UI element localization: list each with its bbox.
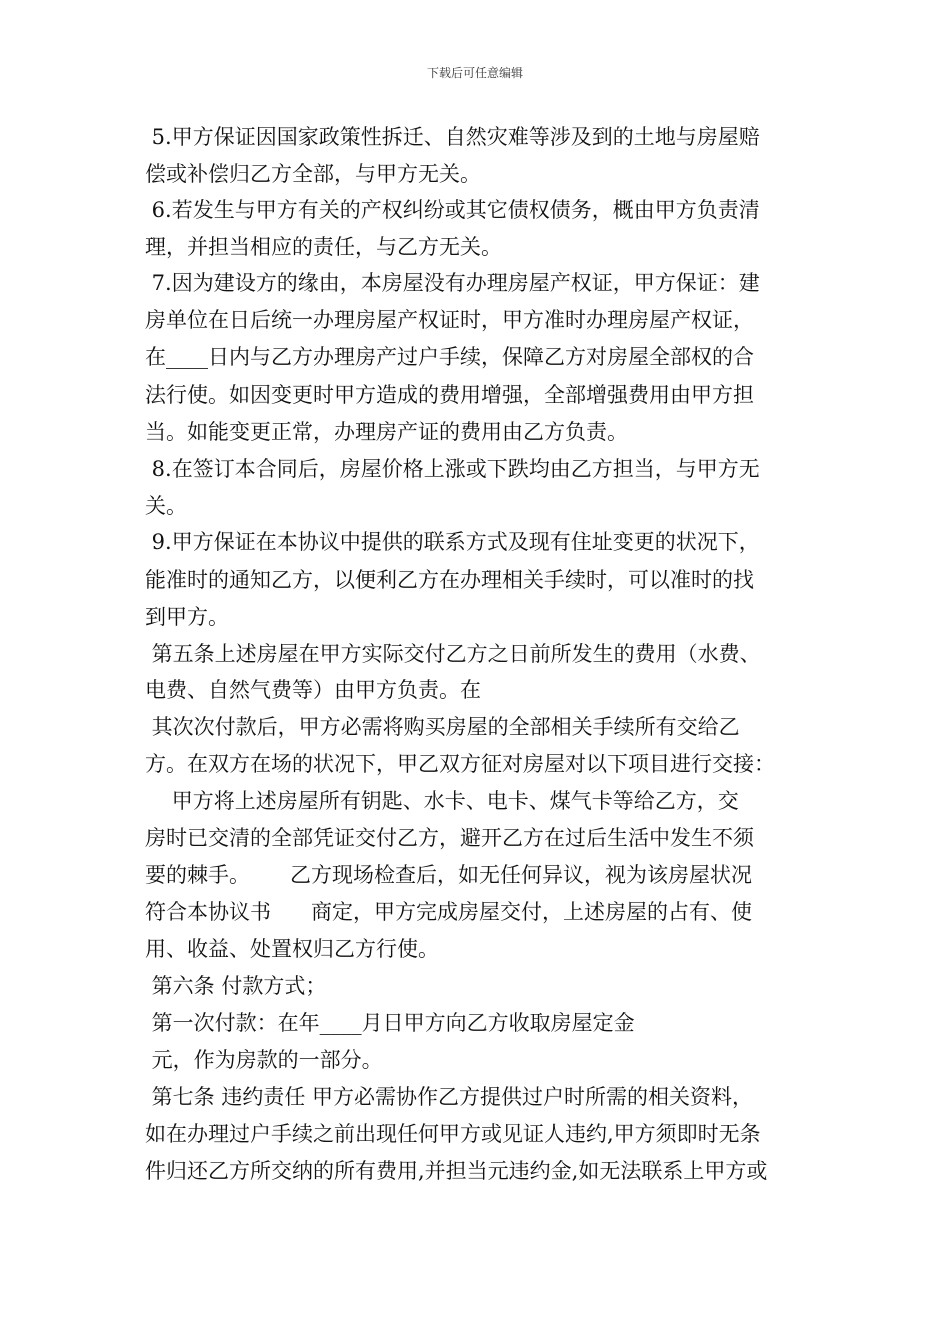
text-line: 5.甲方保证因国家政策性拆迁、自然灾难等涉及到的土地与房屋赔 bbox=[145, 125, 760, 149]
text-line: 在____日内与乙方办理房产过户手续，保障乙方对房屋全部权的合 bbox=[145, 345, 754, 369]
text-line: 能准时的通知乙方，以便利乙方在办理相关手续时，可以准时的找 bbox=[145, 568, 754, 592]
text-line: 第六条 付款方式； bbox=[145, 974, 327, 998]
text-line: 甲方将上述房屋所有钥匙、水卡、电卡、煤气卡等给乙方，交 bbox=[145, 789, 739, 813]
text-line: 7.因为建设方的缘由，本房屋没有办理房屋产权证，甲方保证：建 bbox=[145, 271, 760, 295]
text-line: 要的棘手。 乙方现场检查后，如无任何异议，视为该房屋状况 bbox=[145, 863, 753, 887]
text-line: 第一次付款：在年____月日甲方向乙方收取房屋定金 bbox=[145, 1011, 635, 1035]
text-line: 当。如能变更正常，办理房产证的费用由乙方负责。 bbox=[145, 420, 628, 444]
text-line: 到甲方。 bbox=[145, 605, 229, 629]
text-line: 9.甲方保证在本协议中提供的联系方式及现有住址变更的状况下， bbox=[145, 530, 760, 554]
text-line: 法行使。如因变更时甲方造成的费用增强，全部增强费用由甲方担 bbox=[145, 383, 754, 407]
text-line: 电费、自然气费等）由甲方负责。在 bbox=[145, 678, 481, 702]
text-line: 件归还乙方所交纳的所有费用,并担当元违约金,如无法联系上甲方或 bbox=[145, 1159, 768, 1183]
text-line: 第七条 违约责任 甲方必需协作乙方提供过户时所需的相关资料， bbox=[145, 1085, 754, 1109]
text-line: 元，作为房款的一部分。 bbox=[145, 1048, 383, 1072]
page-header: 下载后可任意编辑 bbox=[426, 66, 523, 80]
text-line: 8.在签订本合同后，房屋价格上涨或下跌均由乙方担当，与甲方无 bbox=[145, 457, 760, 481]
text-line: 理，并担当相应的责任，与乙方无关。 bbox=[145, 235, 502, 259]
text-line: 如在办理过户手续之前出现任何甲方或见证人违约,甲方须即时无条 bbox=[145, 1122, 761, 1146]
text-line: 其次次付款后，甲方必需将购买房屋的全部相关手续所有交给乙 bbox=[145, 715, 740, 739]
text-line: 符合本协议书 商定，甲方完成房屋交付，上述房屋的占有、使 bbox=[145, 900, 753, 924]
text-line: 6.若发生与甲方有关的产权纠纷或其它债权债务，概由甲方负责清 bbox=[145, 198, 760, 222]
text-line: 偿或补偿归乙方全部，与甲方无关。 bbox=[145, 162, 481, 186]
text-line: 第五条上述房屋在甲方实际交付乙方之日前所发生的费用（水费、 bbox=[145, 642, 761, 666]
text-line: 用、收益、处置权归乙方行使。 bbox=[145, 937, 439, 961]
text-line: 关。 bbox=[145, 494, 187, 518]
text-line: 房单位在日后统一办理房屋产权证时，甲方准时办理房屋产权证， bbox=[145, 308, 754, 332]
text-line: 方。在双方在场的状况下，甲乙双方征对房屋对以下项目进行交接： bbox=[145, 752, 775, 776]
text-line: 房时已交清的全部凭证交付乙方，避开乙方在过后生活中发生不须 bbox=[145, 826, 754, 850]
